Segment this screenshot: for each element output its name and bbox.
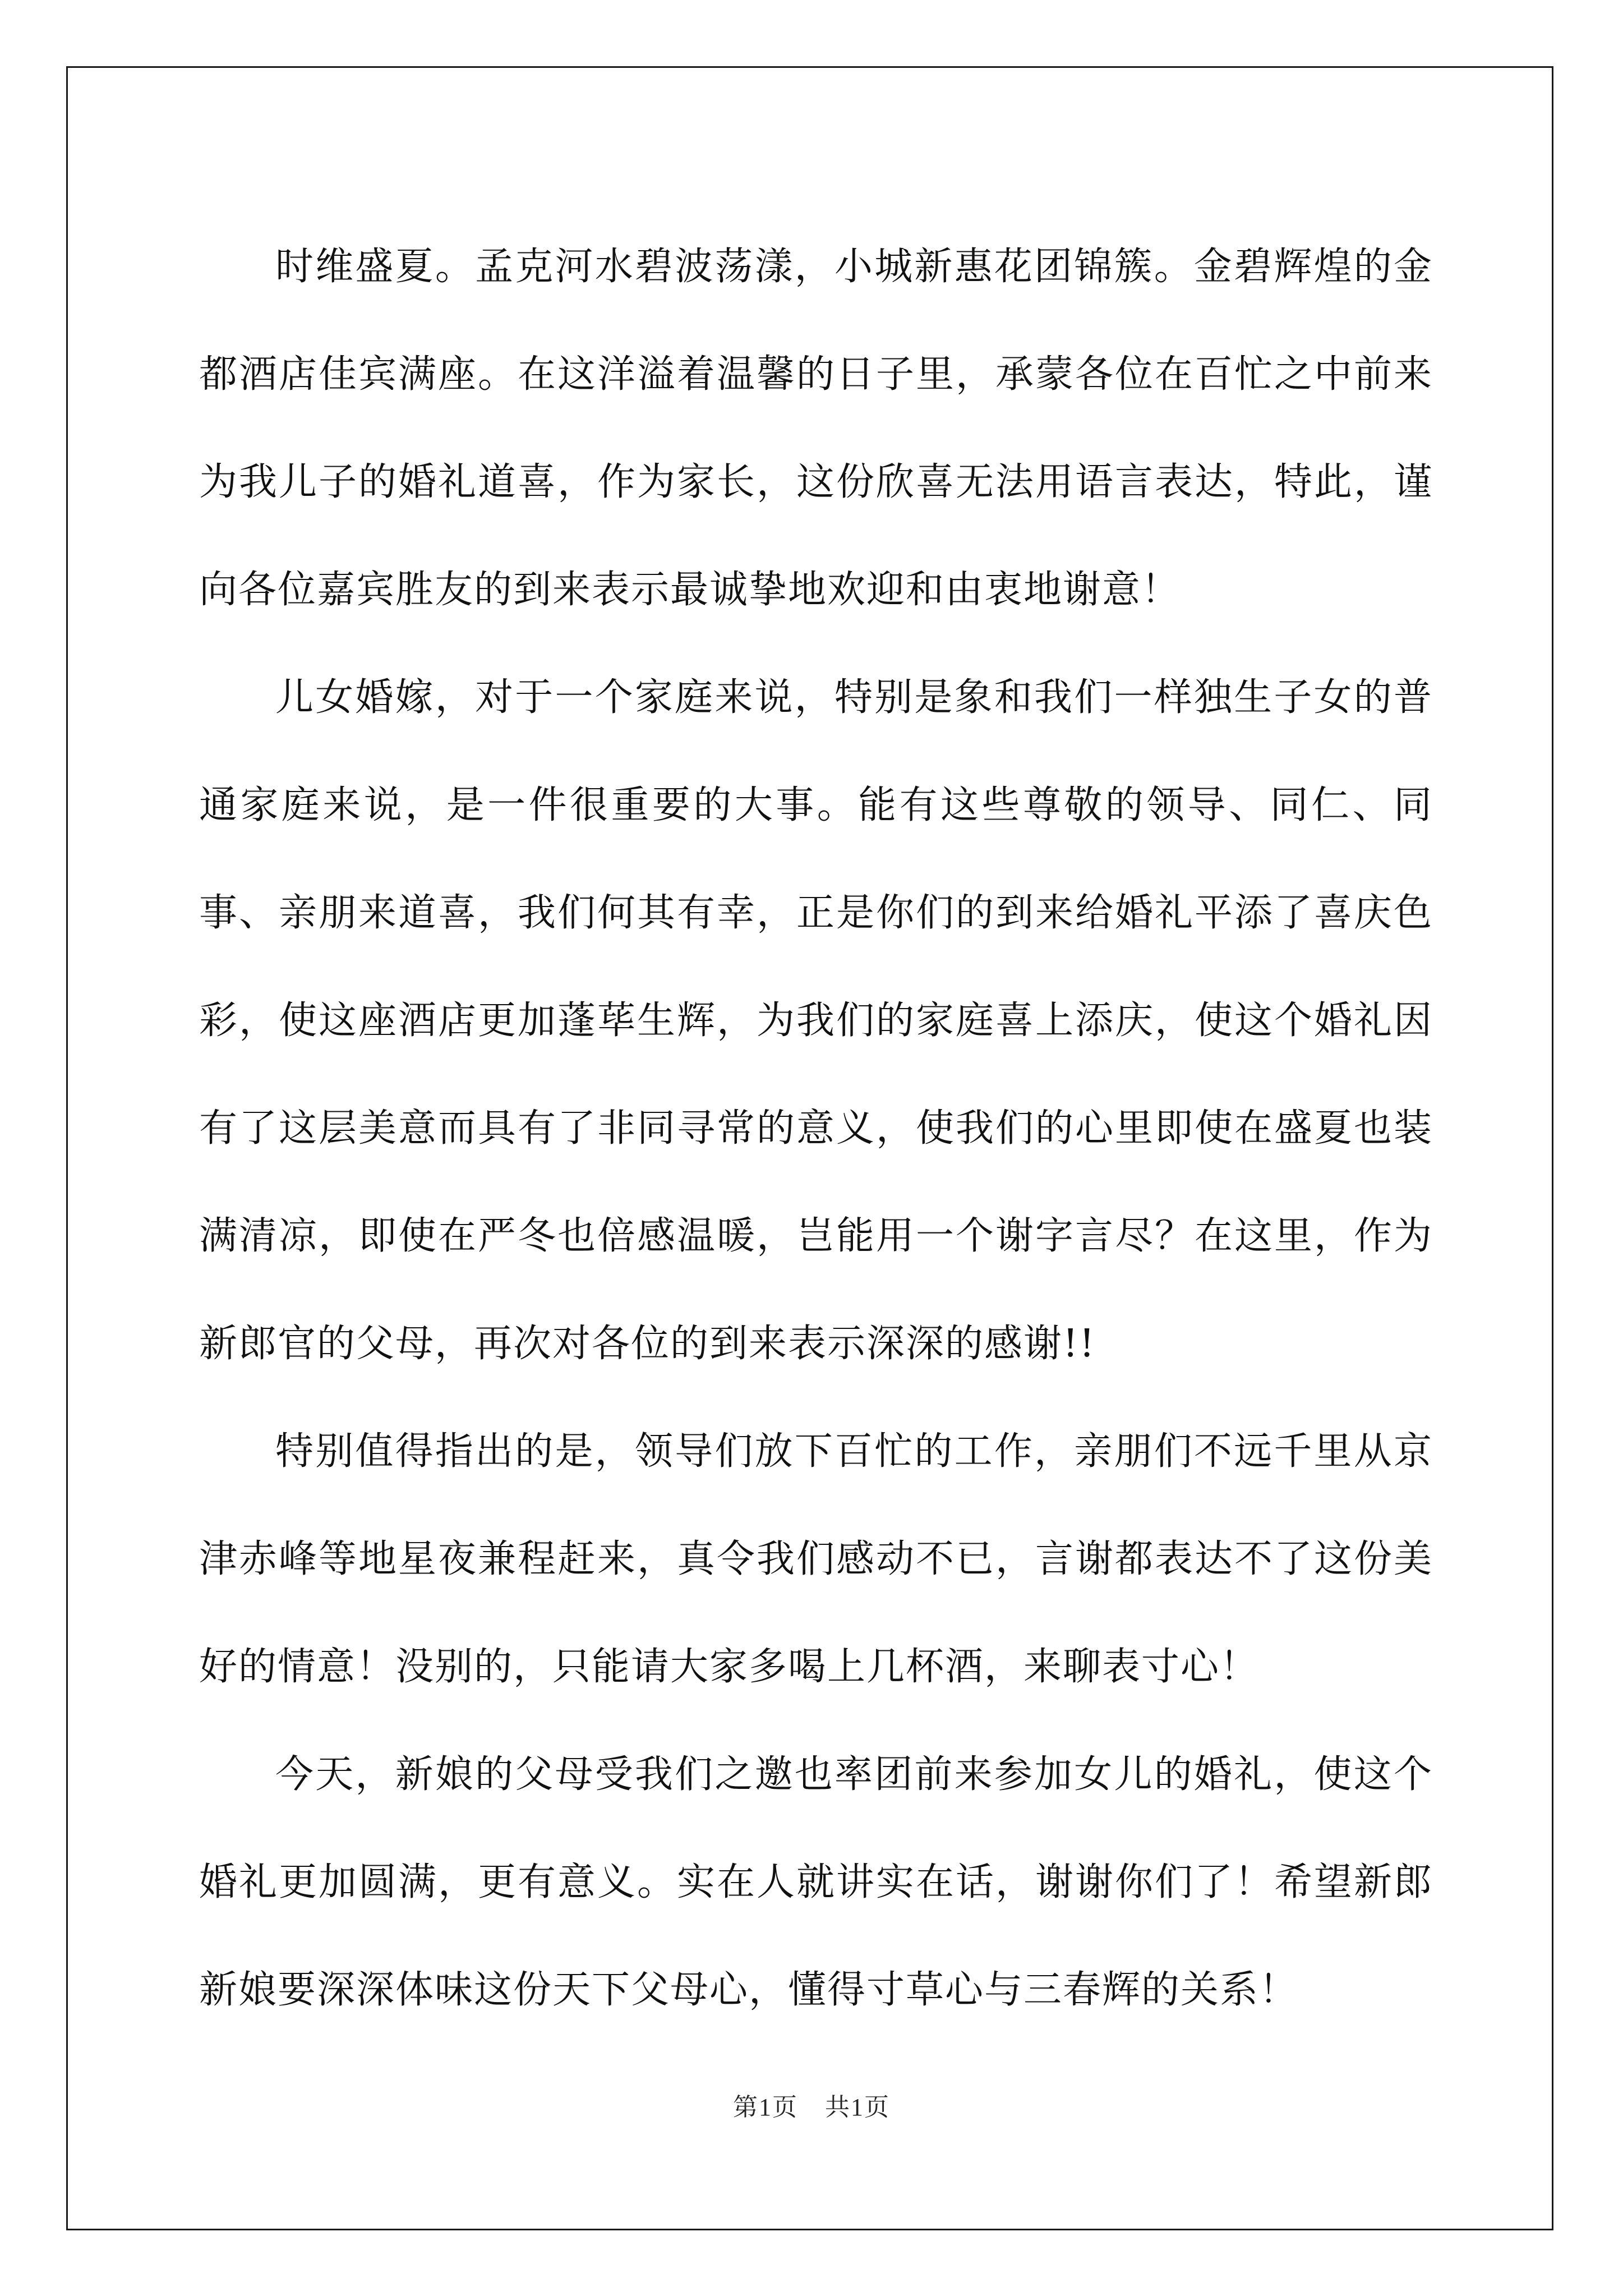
page-number-current: 第1页 [733,2093,798,2121]
page-footer [0,2087,1623,2123]
document-body [199,213,1433,2044]
paragraph-4: 今天，新娘的父母受我们之邀也率团前来参加女儿的婚礼，使这个婚礼更加圆满，更有意义。实在人就讲实在话，谢谢你们了！希望新郎新娘要深深体味这份天下父母心，懂得寸草心与三春辉的关系！ [199,1752,1433,2012]
paragraph-2: 儿女婚嫁，对于一个家庭来说，特别是象和我们一样独生子女的普通家庭来说，是一件很重要的大事。能有这些尊敬的领导、同仁、同事、亲朋来道喜，我们何其有幸，正是你们的到来给婚礼平添了喜庆色彩，使这座酒店更加蓬荜生辉，为我们的家庭喜上添庆，使这个婚礼因有了这层美意而具有了非同寻常的意义，使我们的心里即使在盛夏也装满清凉，即使在严冬也倍感温暖，岂能用一个谢字言尽？在这里，作为新郎官的父母，再次对各位的到来表示深深的感谢!! [199,675,1433,1366]
paragraph-1: 时维盛夏。孟克河水碧波荡漾，小城新惠花团锦簇。金碧辉煌的金都酒店佳宾满座。在这洋溢着温馨的日子里，承蒙各位在百忙之中前来为我儿子的婚礼道喜，作为家长，这份欣喜无法用语言表达，特此，谨向各位嘉宾胜友的到来表示最诚挚地欢迎和由衷地谢意！ [199,245,1433,612]
paragraph-3: 特别值得指出的是，领导们放下百忙的工作，亲朋们不远千里从京津赤峰等地星夜兼程赶来，真令我们感动不已，言谢都表达不了这份美好的情意！没别的，只能请大家多喝上几杯酒，来聊表寸心！ [199,1429,1433,1689]
page-number-total: 共1页 [825,2093,890,2121]
